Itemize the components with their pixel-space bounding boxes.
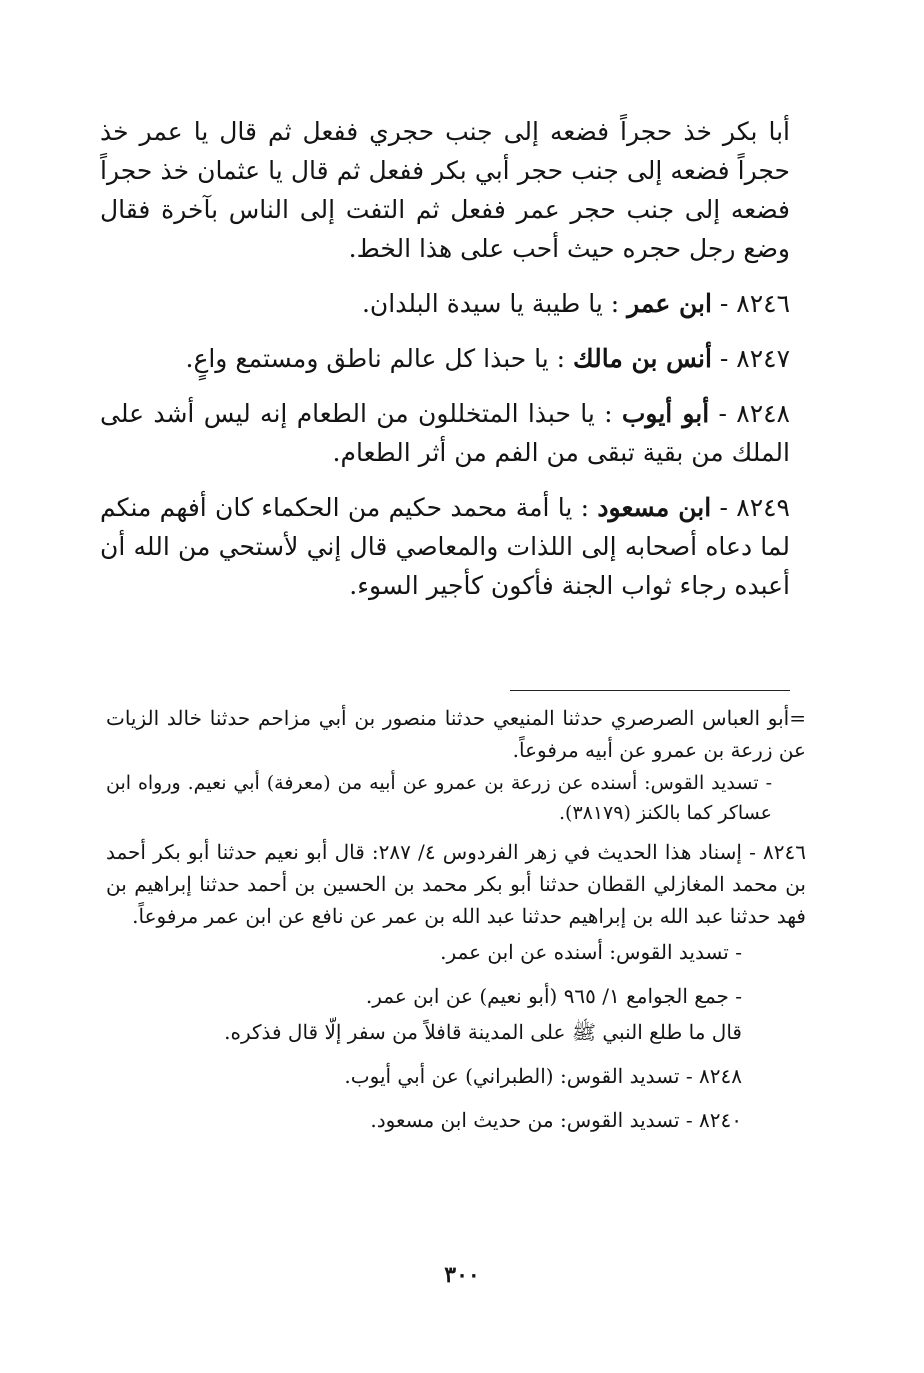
entry-text: : يا حبذا كل عالم ناطق ومستمع واعٍ. <box>185 344 566 373</box>
footnote-divider <box>510 690 790 691</box>
entry-number: ٨٢٤٧ - <box>719 344 790 373</box>
entry-text: : يا طيبة يا سيدة البلدان. <box>361 289 620 318</box>
intro-paragraph: أبا بكر خذ حجراً فضعه إلى جنب حجري ففعل ثم قال يا عمر خذ حجراً فضعه إلى جنب حجر أبي بكر ففعل ثم قال يا عثمان خذ حجراً فضعه إلى جنب حجر عمر ففعل ثم التفت إلى الناس بآخرة فقال وضع رجل حجره حيث أحب على هذا الخط. <box>100 117 790 263</box>
footnote-tasdid: - تسديد القوس: أسنده عن زرعة بن عمرو عن أبيه من (معرفة) أبي نعيم. ورواه ابن عساكر كما بالكنز (٣٨١٧٩). <box>106 772 772 824</box>
footnote-8246: ٨٢٤٦ - إسناد هذا الحديث في زهر الفردوس ٤/ ٢٨٧: قال أبو نعيم حدثنا أبو بكر أحمد بن محمد المغازلي القطان حدثنا أبو بكر محمد بن الحسين بن أحمد حدثنا إبراهيم بن فهد حدثنا عبد الله بن إبراهيم حدثنا عبد الله بن عمر عن نافع عن ابن عمر مرفوعاً. <box>106 840 806 928</box>
page-number: ٣٠٠ <box>444 1262 480 1288</box>
main-text <box>100 112 790 605</box>
footnotes <box>106 702 806 1136</box>
entry-number: ٨٢٤٩ - <box>719 493 790 522</box>
entry-name: أنس بن مالك <box>573 344 712 373</box>
entry-text: : يا أمة محمد حكيم من الحكماء كان أفهم منكم لما دعاه أصحابه إلى اللذات والمعاصي قال إني لأستحي من الله أن أعبده رجاء ثواب الجنة فأكون كأجير السوء. <box>100 493 790 600</box>
entry-8247 <box>100 339 790 378</box>
entry-text: : يا حبذا المتخللون من الطعام إنه ليس أشد على الملك من بقية تبقى من الفم من أثر الطعام. <box>100 399 790 467</box>
footnote-jam-al-jawami-text: قال ما طلع النبي ﷺ على المدينة قافلاً من سفر إلّا قال فذكره. <box>224 1020 742 1044</box>
entry-8246 <box>100 284 790 323</box>
footnote-8248: ٨٢٤٨ - تسديد القوس: (الطبراني) عن أبي أيوب. <box>344 1064 742 1088</box>
footnote-8240: ٨٢٤٠ - تسديد القوس: من حديث ابن مسعود. <box>370 1108 742 1132</box>
entry-name: ابن عمر <box>627 289 712 318</box>
entry-name: أبو أيوب <box>621 399 710 428</box>
footnote-tasdid: - تسديد القوس: أسنده عن ابن عمر. <box>440 940 742 964</box>
entry-number: ٨٢٤٨ - <box>718 399 790 428</box>
entry-name: ابن مسعود <box>597 493 712 522</box>
entry-8248 <box>100 394 790 472</box>
footnote-continued: =أبو العباس الصرصري حدثنا المنيعي حدثنا منصور بن أبي مزاحم حدثنا خالد الزيات عن زرعة بن عمرو عن أبيه مرفوعاً. <box>106 706 806 762</box>
footnote-jam-al-jawami: - جمع الجوامع ١/ ٩٦٥ (أبو نعيم) عن ابن عمر. <box>365 984 742 1008</box>
entry-8249 <box>100 488 790 605</box>
entry-number: ٨٢٤٦ - <box>719 289 790 318</box>
